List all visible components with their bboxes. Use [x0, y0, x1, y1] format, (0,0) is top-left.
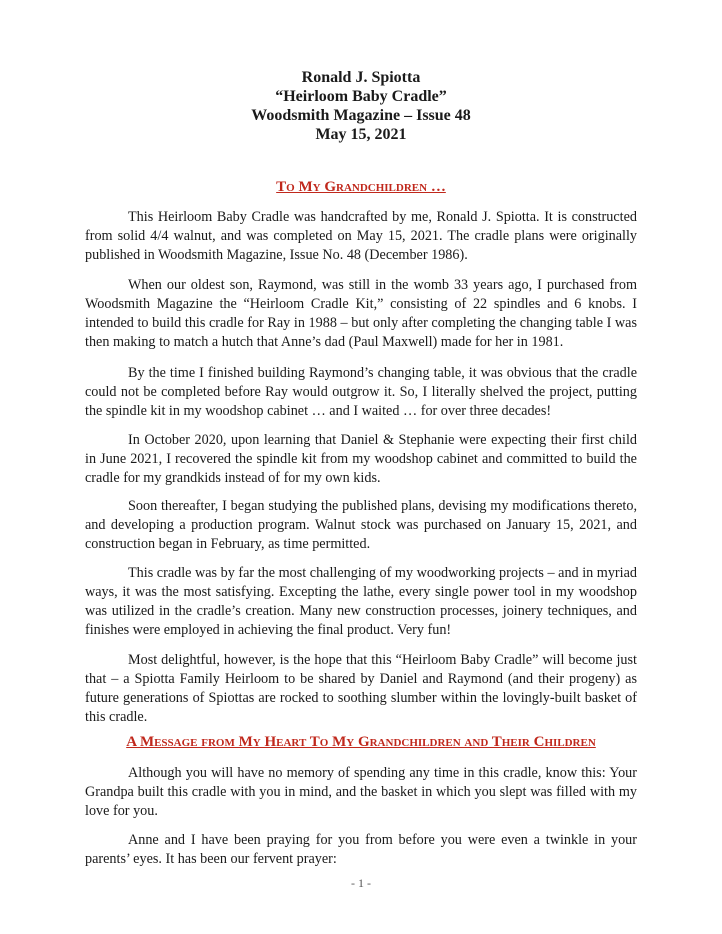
- paragraph: Soon thereafter, I began studying the published plans, devising my modifications thereto, and developing a production program. Walnut stock was purchased on January 15, 2021, and construction began in February, as time permitted.: [85, 498, 637, 552]
- source-publication: Woodsmith Magazine – Issue 48: [251, 107, 471, 124]
- author-name: Ronald J. Spiotta: [301, 69, 421, 86]
- section-heading-grandchildren: To My Grandchildren …: [276, 179, 446, 195]
- paragraph: When our oldest son, Raymond, was still in the womb 33 years ago, I purchased from Woodsmith Magazine the “Heirloom Cradle Kit,” consisting of 22 spindles and 6 knobs. I intended to build this cradle for Ray in 1988 – but only after completing the changing table I was then making to match a hutch that Anne’s dad (Paul Maxwell) made for her in 1981.: [85, 277, 637, 350]
- document-title: “Heirloom Baby Cradle”: [275, 88, 447, 105]
- paragraph: This cradle was by far the most challenging of my woodworking projects – and in myriad ways, it was the most satisfying. Excepting the lathe, every single power tool in my woodshop was utilized in the cradle’s creation. Many new construction processes, joinery techniques, and finishes were employed in achieving the final product. Very fun!: [85, 565, 637, 638]
- title-block: [0, 68, 722, 144]
- section-heading-message: A Message from My Heart To My Grandchildren and Their Children: [126, 734, 596, 750]
- paragraph: In October 2020, upon learning that Daniel & Stephanie were expecting their first child in June 2021, I recovered the spindle kit from my woodshop cabinet and committed to build the cradle for my grandkids instead of for my own kids.: [85, 432, 637, 486]
- paragraph: Anne and I have been praying for you from before you were even a twinkle in your parents’ eyes. It has been our fervent prayer:: [85, 832, 637, 867]
- document-date: May 15, 2021: [315, 126, 407, 143]
- paragraph: By the time I finished building Raymond’s changing table, it was obvious that the cradle could not be completed before Ray would outgrow it. So, I literally shelved the project, putting the spindle kit in my woodshop cabinet … and I waited … for over three decades!: [85, 365, 637, 419]
- paragraph: This Heirloom Baby Cradle was handcrafted by me, Ronald J. Spiotta. It is constructed from solid 4/4 walnut, and was completed on May 15, 2021. The cradle plans were originally published in Woodsmith Magazine, Issue No. 48 (December 1986).: [85, 209, 637, 263]
- paragraph: Although you will have no memory of spending any time in this cradle, know this: Your Grandpa built this cradle with you in mind, and the basket in which you slept was filled with my love for you.: [85, 765, 637, 819]
- page-number: - 1 -: [351, 876, 371, 890]
- paragraph: Most delightful, however, is the hope that this “Heirloom Baby Cradle” will become just that – a Spiotta Family Heirloom to be shared by Daniel and Raymond (and their progeny) as future generations of Spiottas are rocked to soothing slumber within the lovingly-built basket of this cradle.: [85, 652, 637, 725]
